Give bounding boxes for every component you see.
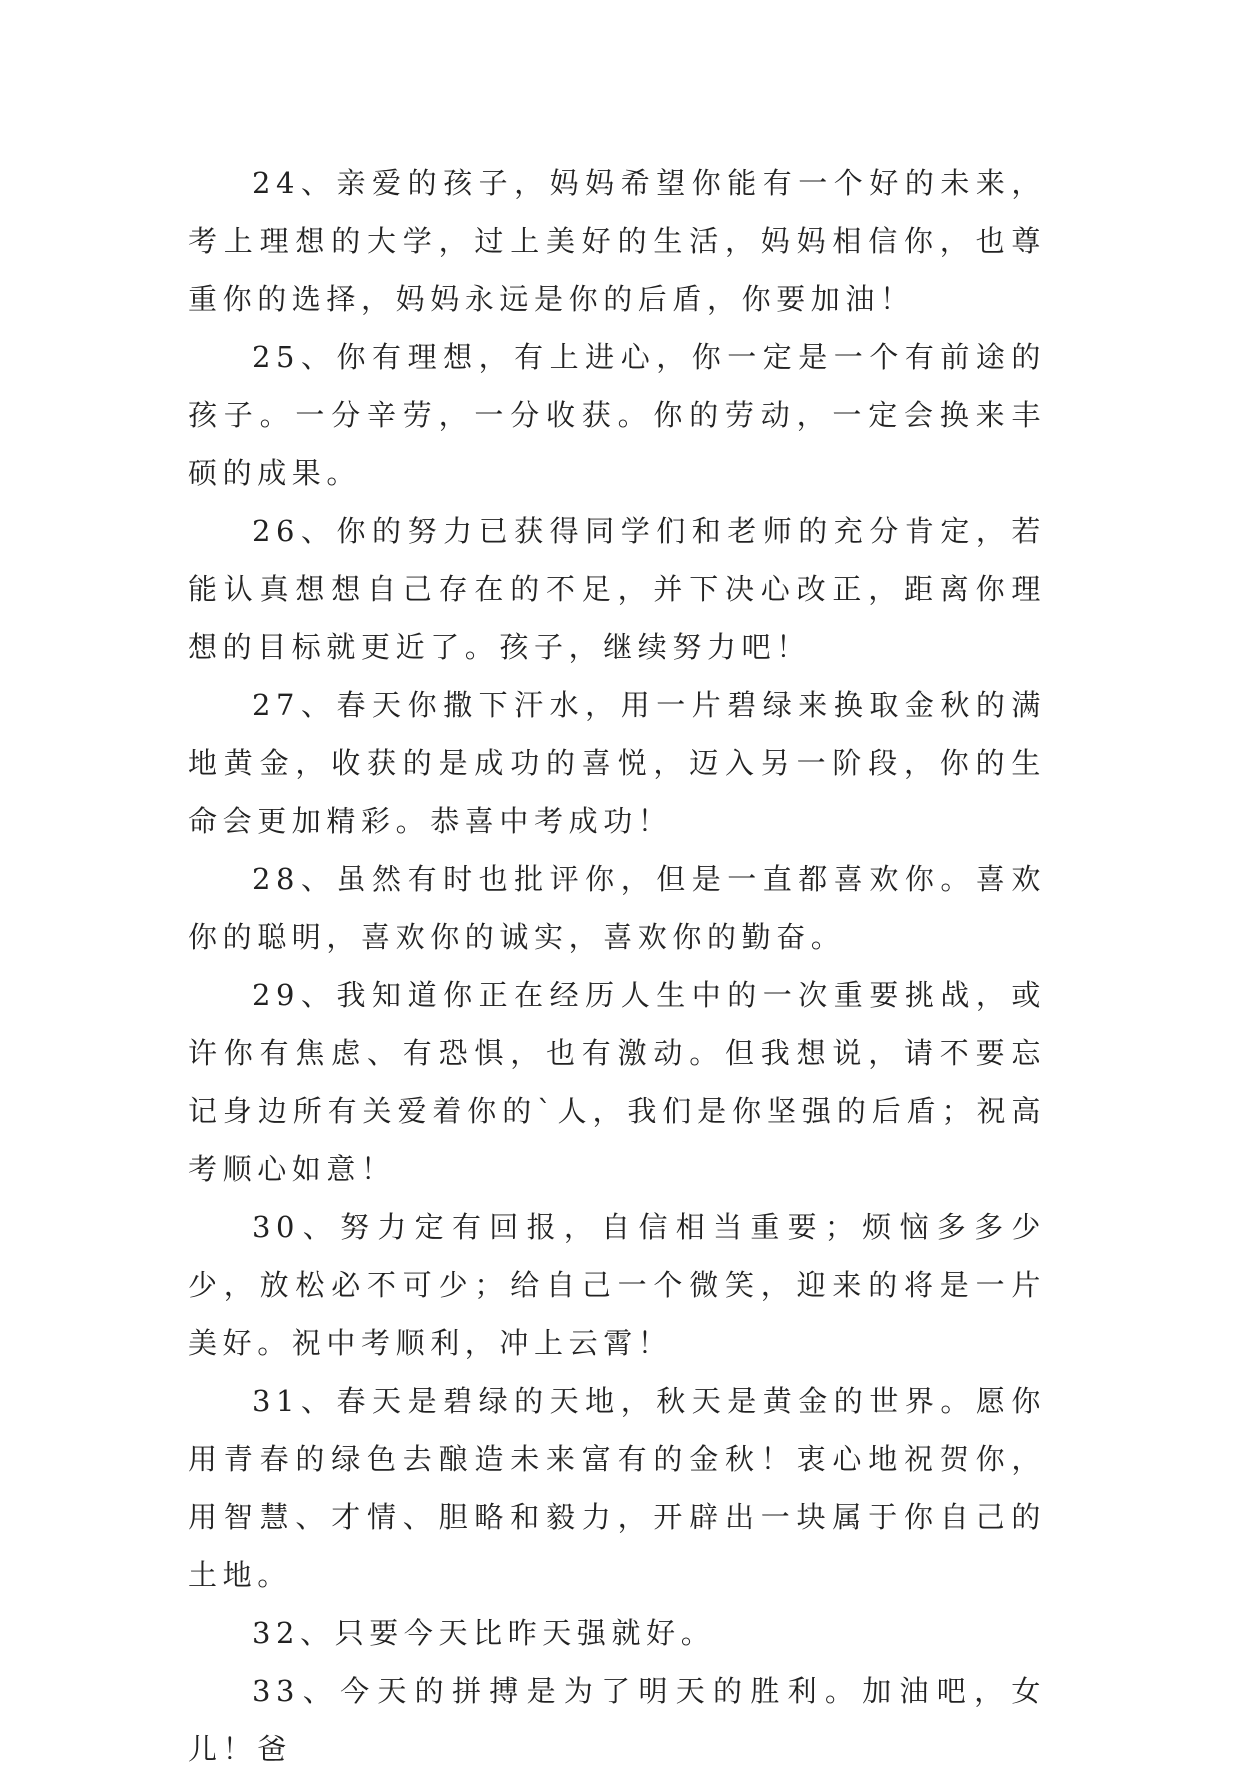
paragraph-28: 28、虽然有时也批评你，但是一直都喜欢你。喜欢你的聪明，喜欢你的诚实，喜欢你的勤奋。: [188, 862, 1046, 954]
paragraph-25: 25、你有理想，有上进心，你一定是一个有前途的孩子。一分辛劳，一分收获。你的劳动，一定会换来丰硕的成果。: [188, 340, 1046, 490]
paragraph-30: 30、努力定有回报，自信相当重要；烦恼多多少少，放松必不可少；给自己一个微笑，迎来的将是一片美好。祝中考顺利，冲上云霄！: [188, 1210, 1046, 1360]
paragraph-31: 31、春天是碧绿的天地，秋天是黄金的世界。愿你用青春的绿色去酿造未来富有的金秋！衷心地祝贺你，用智慧、才情、胆略和毅力，开辟出一块属于你自己的土地。: [188, 1384, 1046, 1592]
paragraph-27: 27、春天你撒下汗水，用一片碧绿来换取金秋的满地黄金，收获的是成功的喜悦，迈入另一阶段，你的生命会更加精彩。恭喜中考成功！: [188, 688, 1046, 838]
paragraph-24: 24、亲爱的孩子，妈妈希望你能有一个好的未来，考上理想的大学，过上美好的生活，妈妈相信你，也尊重你的选择，妈妈永远是你的后盾，你要加油！: [188, 166, 1046, 316]
paragraph-32: 32、只要今天比昨天强就好。: [252, 1616, 716, 1650]
paragraph-33: 33、今天的拼搏是为了明天的胜利。加油吧，女儿！爸: [188, 1674, 1046, 1766]
paragraph-26: 26、你的努力已获得同学们和老师的充分肯定，若能认真想想自己存在的不足，并下决心改正，距离你理想的目标就更近了。孩子，继续努力吧！: [188, 514, 1046, 664]
paragraph-29: 29、我知道你正在经历人生中的一次重要挑战，或许你有焦虑、有恐惧，也有激动。但我想说，请不要忘记身边所有关爱着你的`人，我们是你坚强的后盾；祝高考顺心如意！: [188, 978, 1046, 1186]
document-body: [188, 154, 1046, 1778]
